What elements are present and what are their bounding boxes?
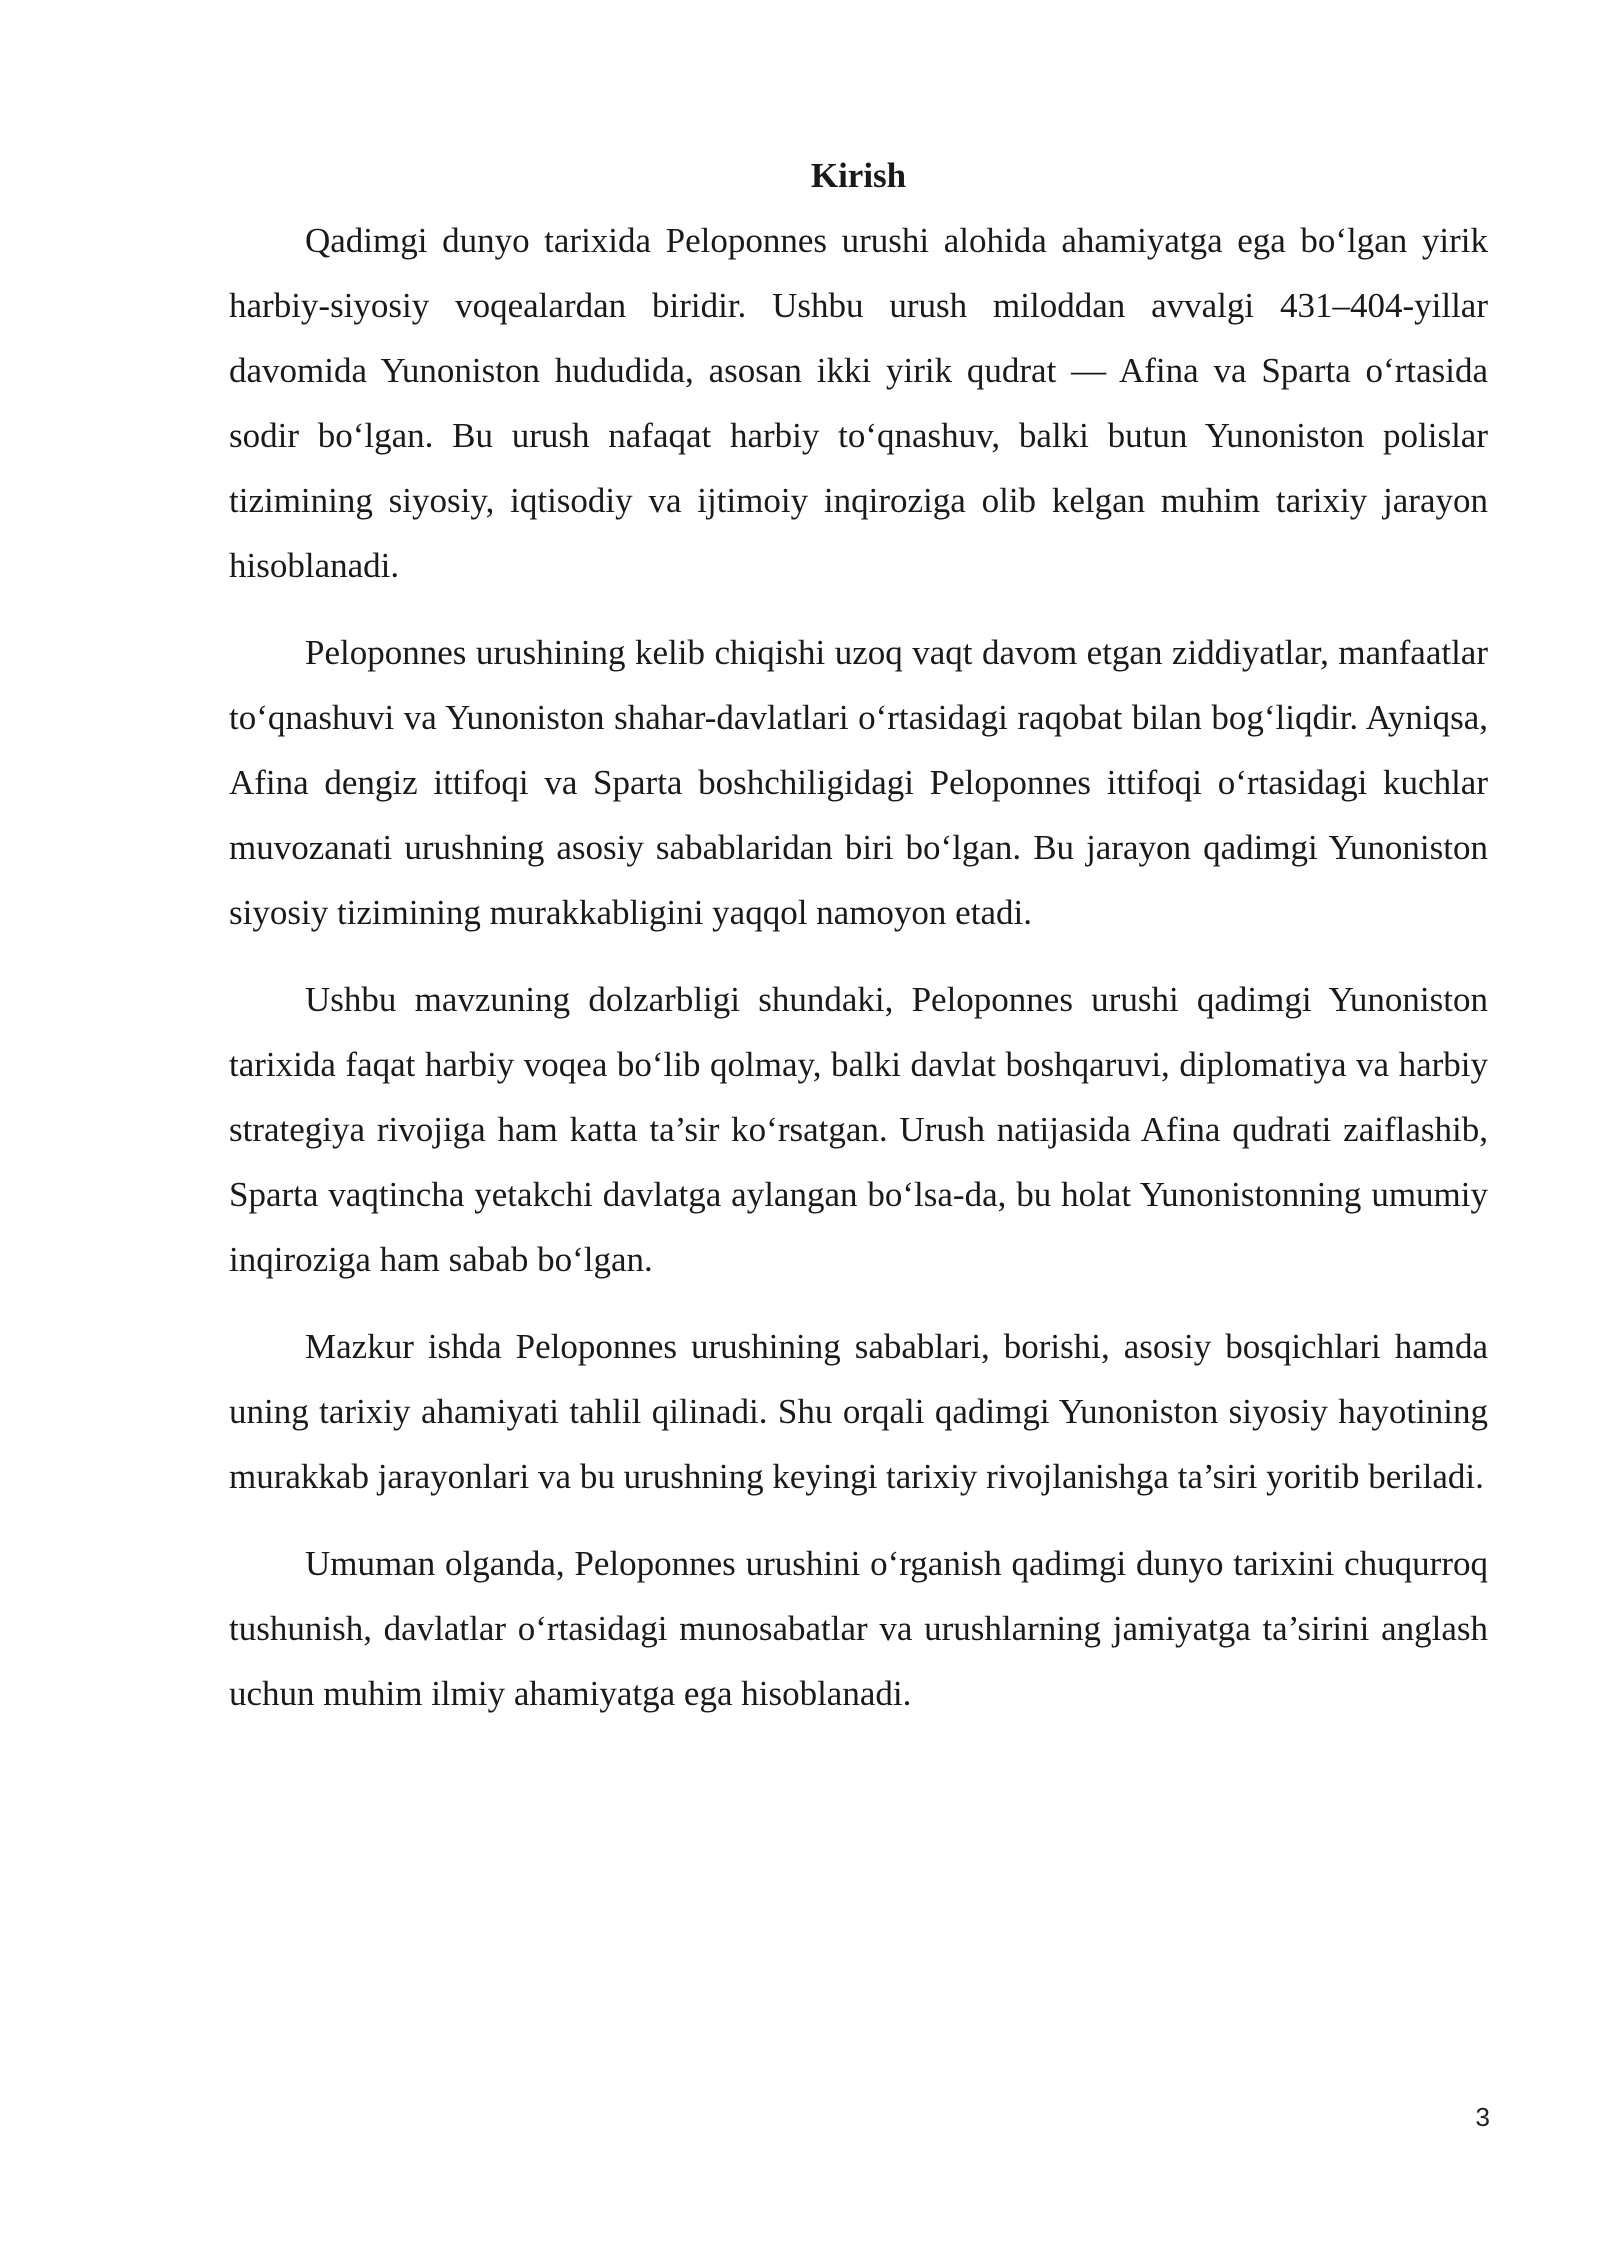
paragraph-5: Umuman olganda, Peloponnes urushini o‘rganish qadimgi dunyo tarixini chuqurroq tushunish, davlatlar o‘rtasidagi munosabatlar va urushlarning jamiyatga ta’sirini anglash uchun muhim ilmiy ahamiyatga ega hisoblanadi. xyxy=(229,1544,1488,1713)
paragraph-2: Peloponnes urushining kelib chiqishi uzoq vaqt davom etgan ziddiyatlar, manfaatlar to‘qnashuvi va Yunoniston shahar-davlatlari o‘rtasidagi raqobat bilan bog‘liqdir. Ayniqsa, Afina dengiz ittifoqi va Sparta boshchiligidagi Peloponnes ittifoqi o‘rtasidagi kuchlar muvozanati urushning asosiy sabablaridan biri bo‘lgan. Bu jarayon qadimgi Yunoniston siyosiy tizimining murakkabligini yaqqol namoyon etadi. xyxy=(229,633,1488,932)
paragraph-3: Ushbu mavzuning dolzarbligi shundaki, Peloponnes urushi qadimgi Yunoniston tarixida faqat harbiy voqea bo‘lib qolmay, balki davlat boshqaruvi, diplomatiya va harbiy strategiya rivojiga ham katta ta’sir ko‘rsatgan. Urush natijasida Afina qudrati zaiflashib, Sparta vaqtincha yetakchi davlatga aylangan bo‘lsa-da, bu holat Yunonistonning umumiy inqiroziga ham sabab bo‘lgan. xyxy=(229,980,1488,1279)
page-body xyxy=(229,152,1488,1748)
page-number: 3 xyxy=(1475,2102,1490,2132)
paragraph-1: Qadimgi dunyo tarixida Peloponnes urushi alohida ahamiyatga ega bo‘lgan yirik harbiy-siyosiy voqealardan biridir. Ushbu urush miloddan avvalgi 431–404-yillar davomida Yunoniston hududida, asosan ikki yirik qudrat — Afina va Sparta o‘rtasida sodir bo‘lgan. Bu urush nafaqat harbiy to‘qnashuv, balki butun Yunoniston polislar tizimining siyosiy, iqtisodiy va ijtimoiy inqiroziga olib kelgan muhim tarixiy jarayon hisoblanadi. xyxy=(229,221,1488,585)
paragraph-4: Mazkur ishda Peloponnes urushining sabablari, borishi, asosiy bosqichlari hamda uning tarixiy ahamiyati tahlil qilinadi. Shu orqali qadimgi Yunoniston siyosiy hayotining murakkab jarayonlari va bu urushning keyingi tarixiy rivojlanishga ta’siri yoritib beriladi. xyxy=(229,1327,1488,1496)
section-heading: Kirish xyxy=(810,156,907,195)
